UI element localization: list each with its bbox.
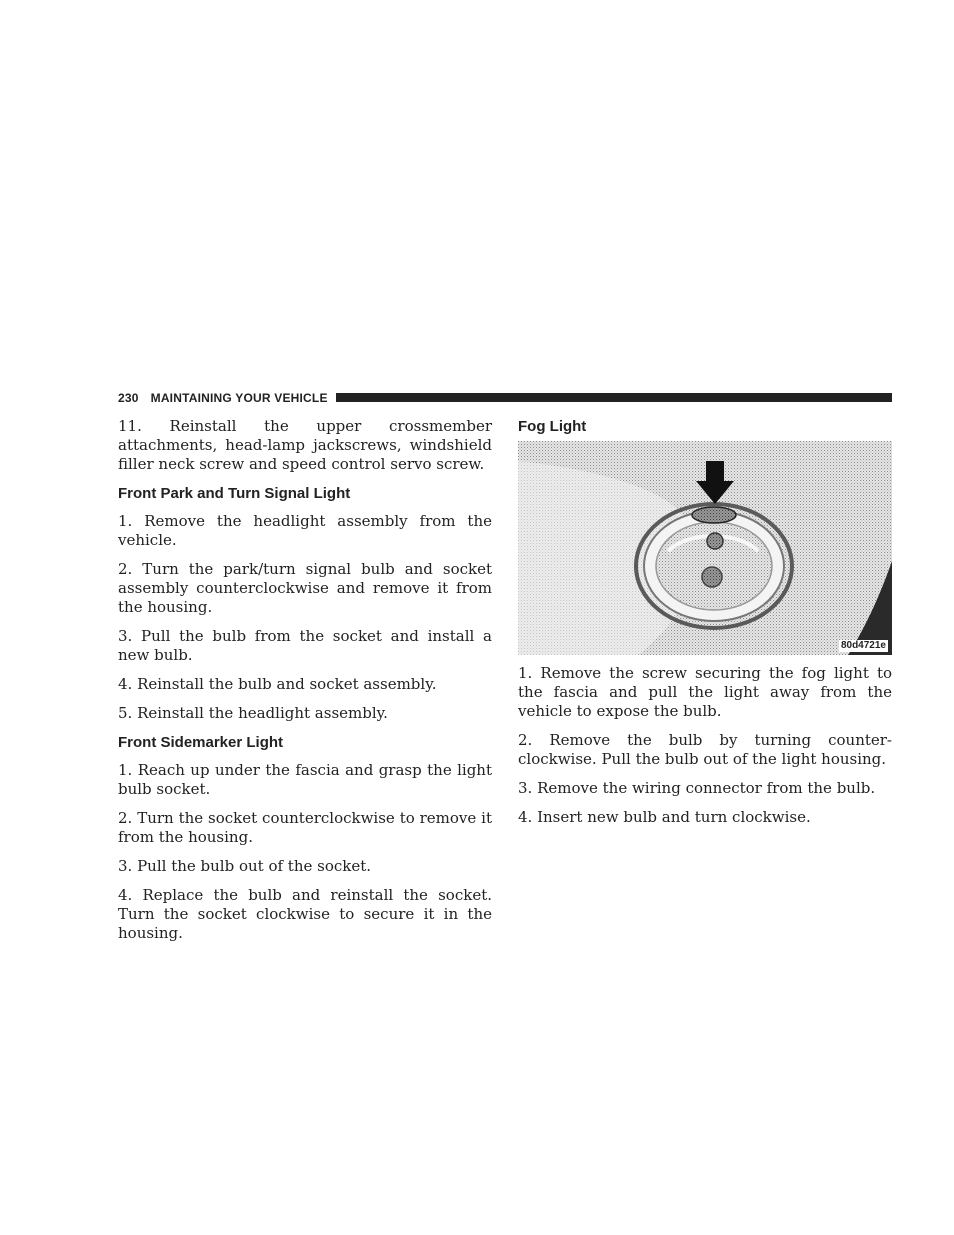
step-paragraph: 1. Remove the headlight assembly from the vehicle. <box>118 512 492 549</box>
front-sidemarker-heading: Front Sidemarker Light <box>118 734 284 751</box>
fog-light-illustration <box>518 441 892 655</box>
fog-light-drawing <box>518 441 892 655</box>
step-paragraph: 2. Turn the socket counterclockwise to remove it from the housing. <box>118 809 492 846</box>
header-rule <box>336 393 892 402</box>
step-paragraph: 3. Pull the bulb out of the socket. <box>118 857 372 875</box>
step-paragraph: 4. Replace the bulb and reinstall the socket. Turn the socket clockwise to secure it in the housing. <box>118 886 492 942</box>
step-paragraph: 5. Reinstall the headlight assembly. <box>118 704 388 722</box>
page-header <box>118 389 892 406</box>
step-paragraph: 4. Insert new bulb and turn clockwise. <box>518 808 811 826</box>
step-paragraph: 11. Reinstall the upper crossmember attachments, head-lamp jackscrews, windshield filler neck screw and speed control servo screw. <box>118 417 492 473</box>
front-park-heading: Front Park and Turn Signal Light <box>118 485 351 502</box>
fog-light-heading: Fog Light <box>518 418 587 435</box>
right-column <box>518 417 892 837</box>
step-paragraph: 4. Reinstall the bulb and socket assembly. <box>118 675 437 693</box>
step-paragraph: 1. Remove the screw securing the fog light to the fascia and pull the light away from the vehicle to expose the bulb. <box>518 664 892 720</box>
left-column <box>118 417 492 953</box>
step-paragraph: 1. Reach up under the fascia and grasp the light bulb socket. <box>118 761 492 798</box>
step-paragraph: 3. Pull the bulb from the socket and install a new bulb. <box>118 627 492 664</box>
step-paragraph: 2. Turn the park/turn signal bulb and socket assembly counterclockwise and remove it from the housing. <box>118 560 492 616</box>
page-number: 230 <box>118 390 139 405</box>
section-title: MAINTAINING YOUR VEHICLE <box>150 390 328 405</box>
figure-code: 80d4721e <box>840 640 886 651</box>
step-paragraph: 2. Remove the bulb by turning counter-clockwise. Pull the bulb out of the light housing. <box>518 731 892 768</box>
step-paragraph: 3. Remove the wiring connector from the bulb. <box>518 779 876 797</box>
